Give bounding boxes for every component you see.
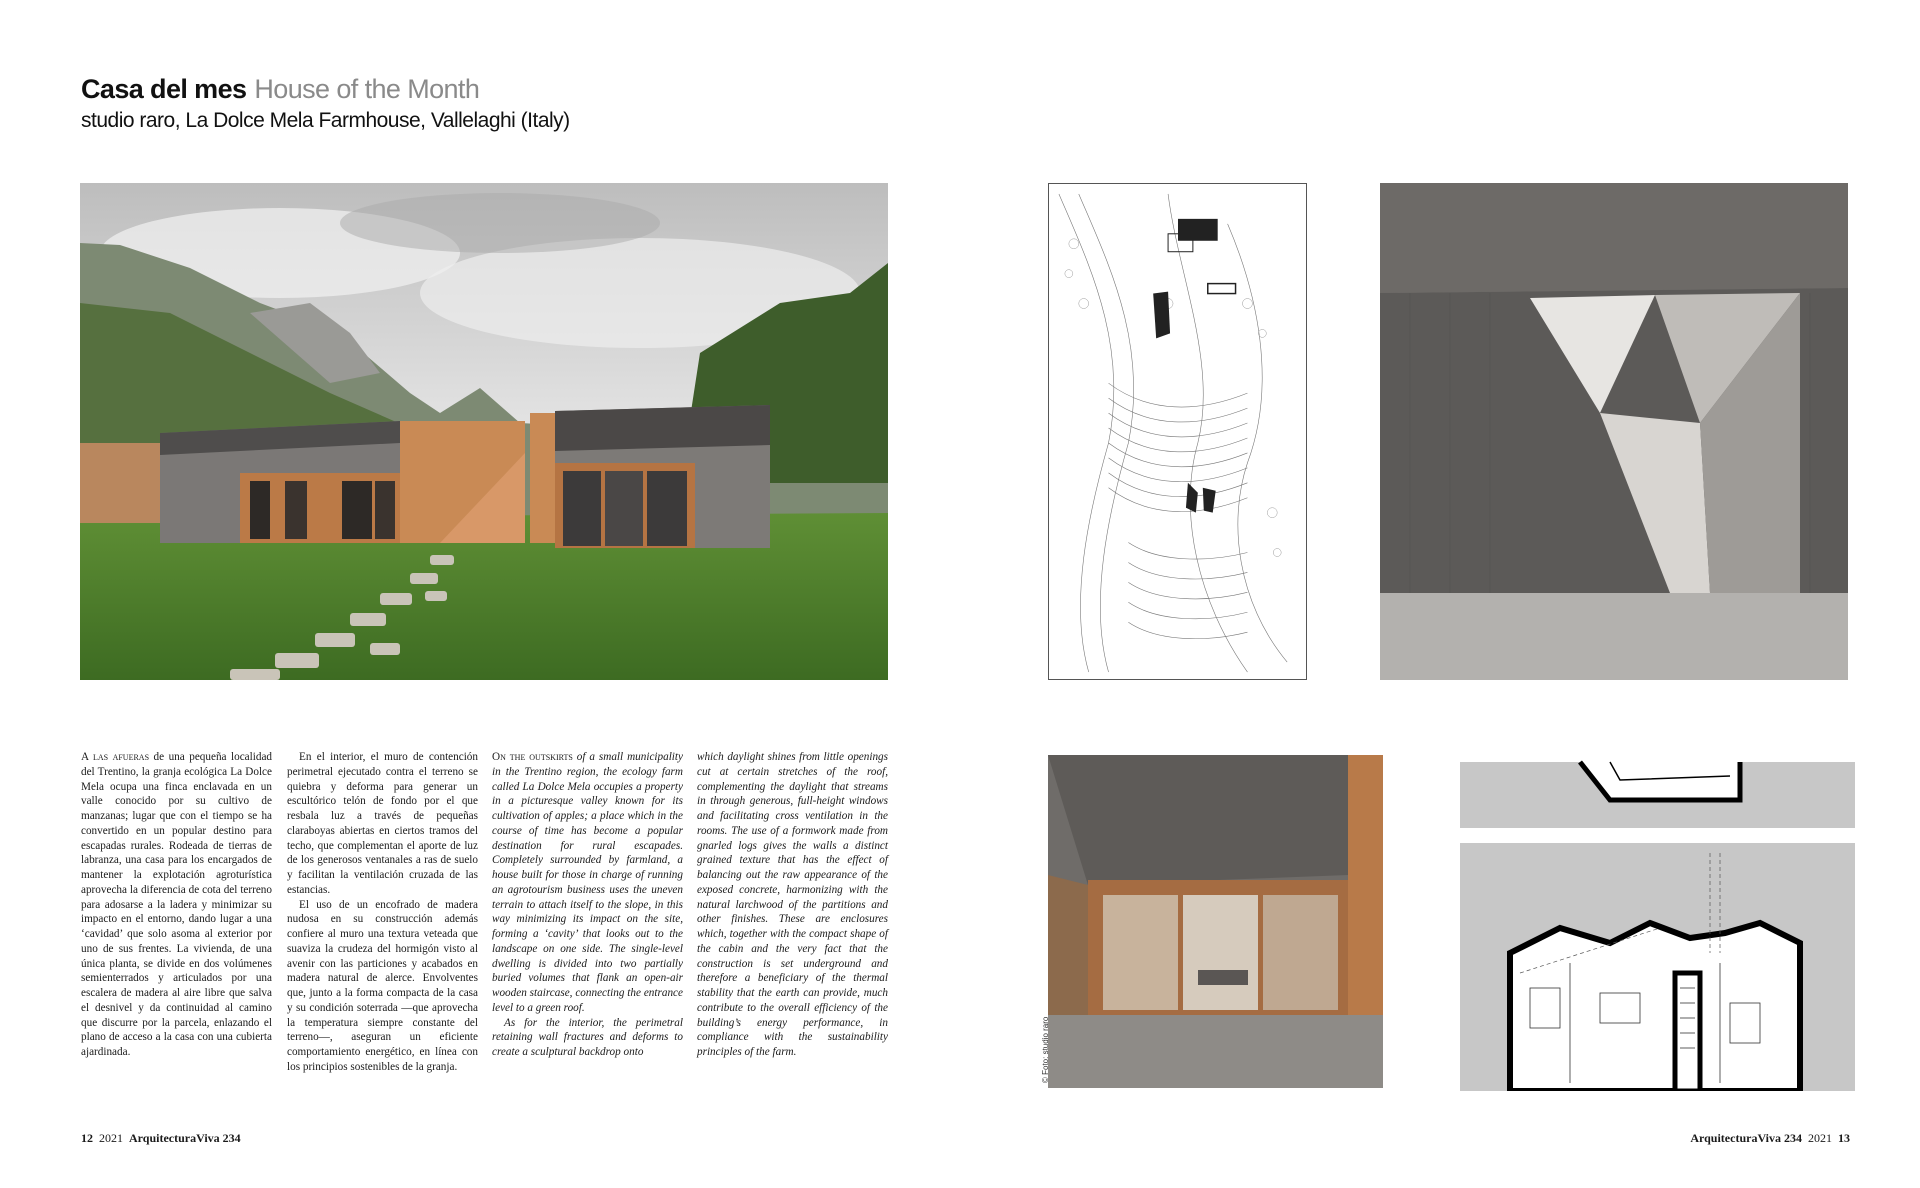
body-text: of a small municipality in the Trentino region, the ecology farm called La Dolce Mela occupies a property in a picturesque valley known for its cultivation of apples; a place which in the course of time has become a popular destination for rural escapades. Completely surrounded by farmland, a house built for those in charge of running an agrotourism business uses the uneven terrain to attach itself to the slope, in this way minimizing its impact on the site, forming a ‘cavity’ that looks out to the landscape on one side. The single-level dwelling is divided into two partially buried volumes that flank an open-air wooden staircase, connecting the entrance level to a green roof. xyxy=(492,751,683,1014)
site-plan-drawing xyxy=(1049,184,1306,679)
floor-plan xyxy=(1460,843,1855,1091)
section-drawing xyxy=(1460,740,1855,828)
site-plan xyxy=(1048,183,1307,680)
page-number: 12 xyxy=(81,1131,93,1145)
footer-left xyxy=(81,1131,241,1146)
text-column-en-1 xyxy=(492,750,683,1060)
house-exterior-illustration xyxy=(80,183,888,680)
paragraph: El uso de un encofrado de madera nudosa en su construcción además confiere al muro una textura veteada que suaviza la crudeza del hormigón visto al avenir con las particiones y acabados en madera natural de alerce. Envolventes que, junto a la forma compacta de la casa y su condición soterrada —que aprovecha la temperatura siempre constante del terreno—, aseguran un eficiente comportamiento energético, en línea con los principios sostenibles de la granja. xyxy=(287,898,478,1073)
courtyard-photo xyxy=(1048,755,1383,1088)
footer-year: 2021 xyxy=(99,1131,123,1145)
paragraph xyxy=(81,750,272,1060)
text-column-es-2 xyxy=(287,750,478,1075)
lead-in: On the outskirts xyxy=(492,751,573,763)
floor-plan-illustration xyxy=(1460,843,1855,1091)
text-column-es-1 xyxy=(81,750,272,1060)
main-photo xyxy=(80,183,888,680)
title-english: House of the Month xyxy=(254,74,480,104)
interior-concrete-illustration xyxy=(1380,183,1848,680)
text-column-en-2 xyxy=(697,750,888,1060)
footer-right xyxy=(1690,1131,1850,1146)
page-subtitle: studio raro, La Dolce Mela Farmhouse, Vallelaghi (Italy) xyxy=(81,109,570,132)
paragraph xyxy=(492,750,683,1016)
interior-photo xyxy=(1380,183,1848,680)
photo-credit: © Foto: studio raro xyxy=(1041,1016,1050,1083)
magazine-name: ArquitecturaViva 234 xyxy=(129,1131,241,1145)
lead-in: A las afueras xyxy=(81,751,150,763)
paragraph: As for the interior, the perimetral retaining wall fractures and deforms to create a sculptural backdrop onto xyxy=(492,1016,683,1058)
section-illustration xyxy=(1460,740,1855,828)
magazine-name: ArquitecturaViva 234 xyxy=(1690,1131,1802,1145)
body-text: de una pequeña localidad del Trentino, la granja ecológica La Dolce Mela ocupa una finca enclavada en un valle conocido por su cultivo de manzanas; lugar que con el tiempo se ha convertido en un popular destino para escapadas rurales. Rodeada de tierras de labranza, una casa para los encargados de mantener la explotación agroturística aprovecha la diferencia de cota del terreno para adosarse a la ladera y minimizar su impacto en el entorno, dando lugar a una ‘cavidad’ que solo asoma al exterior por uno de sus frentes. La vivienda, de una única planta, se divide en dos volúmenes semienterrados y articulados por una escalera de madera al aire libre que salva el desnivel y da continuidad al camino que discurre por la parcela, enlazando el plano de acceso a la casa con una cubierta ajardinada. xyxy=(81,751,272,1058)
page-number: 13 xyxy=(1838,1131,1850,1145)
paragraph: En el interior, el muro de contención perimetral ejecutado contra el terreno se quiebra y deforma para generar un escultórico telón de fondo por el que resbala luz a través de pequeñas claraboyas abiertas en ciertos tramos del techo, que complementan el aporte de luz de los generosos ventanales a ras de suelo y facilitan la ventilación cruzada de las estancias. xyxy=(287,751,478,896)
page-title xyxy=(81,74,479,105)
footer-year: 2021 xyxy=(1808,1131,1832,1145)
title-spanish: Casa del mes xyxy=(81,74,247,104)
courtyard-illustration xyxy=(1048,755,1383,1088)
paragraph: which daylight shines from little openings cut at certain stretches of the roof, complementing the daylight that streams in through generous, full-height windows and facilitating cross ventilation in the rooms. The use of a formwork made from gnarled logs gives the walls a distinct grained texture that has the effect of balancing out the raw appearance of the exposed concrete, harmonizing with the natural larchwood of the partitions and other finishes. These are enclosures which, together with the compact shape of the cabin and the very fact that the construction is set underground and therefore a beneficiary of the thermal stability that the earth can provide, much contribute to the overall efficiency of the building’s energy performance, in compliance with the sustainability principles of the farm. xyxy=(697,751,888,1058)
